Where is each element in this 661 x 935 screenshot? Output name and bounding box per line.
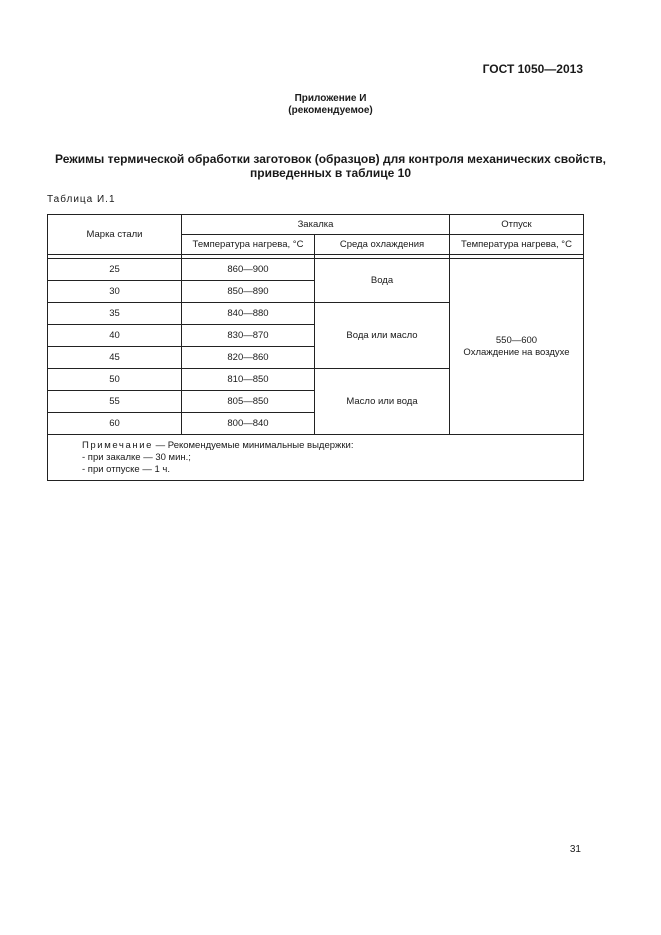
page-title [40,152,621,180]
note-heading [82,440,583,452]
table-row [48,259,584,281]
heat-treatment-table [47,214,584,481]
cooling-group-cell: Масло или вода [315,369,450,435]
page-title-line-1: Режимы термической обработки заготовок (образцов) для контроля механических свойств, [55,152,606,166]
grade-cell: 50 [48,369,182,391]
temp-cell: 850—890 [182,281,315,303]
page-title-line-2: приведенных в таблице 10 [250,166,411,180]
grade-cell: 60 [48,413,182,435]
note-line-hardening: - при закалке — 30 мин.; [82,452,191,463]
temp-cell: 830—870 [182,325,315,347]
table-note-row [48,435,584,481]
header-hardening-temp: Температура нагрева, °С [182,235,315,255]
cooling-group-cell: Вода [315,259,450,303]
standard-code: ГОСТ 1050—2013 [482,62,583,76]
note-line-tempering: - при отпуске — 1 ч. [82,464,170,475]
tempering-temp-value: 550—600 [495,334,538,346]
note-label: Примечание [82,440,153,451]
grade-cell: 45 [48,347,182,369]
cooling-group-cell: Вода или масло [315,303,450,369]
temp-cell: 810—850 [182,369,315,391]
table-header-row [48,215,584,235]
header-tempering: Отпуск [450,215,584,235]
appendix-subtitle: (рекомендуемое) [288,105,373,116]
temp-cell: 860—900 [182,259,315,281]
table-note [48,435,584,481]
table-label: Таблица И.1 [47,194,116,205]
grade-cell: 40 [48,325,182,347]
grade-cell: 35 [48,303,182,325]
tempering-cell [450,259,584,435]
temp-cell: 800—840 [182,413,315,435]
note-text: — Рекомендуемые минимальные выдержки: [153,440,354,451]
page-number: 31 [569,844,581,855]
temp-cell: 805—850 [182,391,315,413]
grade-cell: 55 [48,391,182,413]
temp-cell: 820—860 [182,347,315,369]
appendix-title: Приложение И [294,93,367,104]
grade-cell: 25 [48,259,182,281]
header-hardening: Закалка [182,215,450,235]
header-grade: Марка стали [48,215,182,255]
appendix-heading [0,93,661,117]
grade-cell: 30 [48,281,182,303]
header-tempering-temp: Температура нагрева, °С [450,235,584,255]
temp-cell: 840—880 [182,303,315,325]
header-cooling-medium: Среда охлаждения [315,235,450,255]
tempering-cooling-value: Охлаждение на воздухе [463,346,570,358]
